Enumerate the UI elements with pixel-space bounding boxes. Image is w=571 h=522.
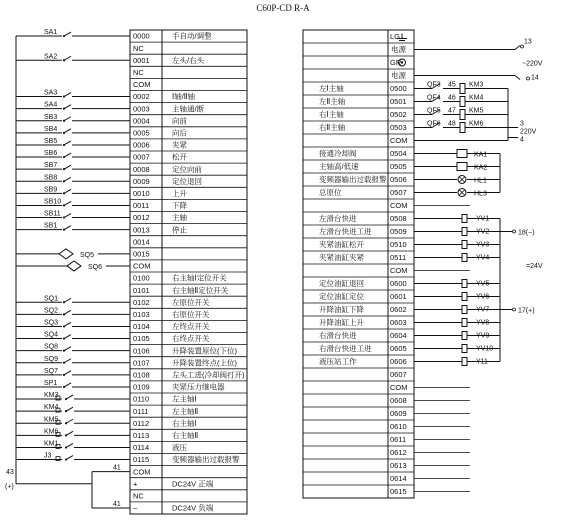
terminal-function: 左Ⅱ主轴	[319, 97, 346, 107]
device-label: YV1	[476, 215, 490, 223]
terminal-function: 左头工进(冷却阀打开)	[172, 370, 245, 380]
device-label: SQ3	[44, 319, 59, 327]
device-label: SQ5	[80, 251, 95, 259]
terminal-function: 左Ⅰ主轴	[319, 84, 344, 94]
terminal-icon	[513, 230, 516, 233]
solenoid-valve-icon	[462, 241, 467, 249]
terminal-address: 0011	[133, 201, 150, 211]
device-label: KA1	[474, 151, 488, 159]
terminal-address: 0106	[133, 346, 150, 356]
diagram-title: C60P-CD R-A	[256, 3, 310, 13]
terminal-address: 0010	[133, 189, 150, 199]
device-label: SA3	[44, 89, 58, 97]
left-input-terminal-block	[5, 29, 247, 514]
terminal-function: 定位退回	[172, 176, 202, 186]
wire-number: 18(−)	[518, 229, 535, 237]
terminal-function: 升降油缸上升	[319, 318, 364, 328]
solenoid-valve-icon	[462, 306, 467, 314]
device-label: SQ2	[44, 307, 59, 315]
device-label: SB7	[44, 162, 58, 170]
terminal-address: 0610	[390, 422, 407, 432]
terminal-address: 0006	[133, 140, 150, 150]
device-label: KM1	[44, 440, 59, 448]
power-label: ~220V	[522, 60, 543, 68]
terminal-address: LG	[390, 32, 401, 42]
terminal-function: 右滑台快进工进	[319, 344, 372, 354]
terminal-address: NC	[133, 43, 144, 53]
device-label: SB6	[44, 150, 58, 158]
relay-coil-icon	[457, 163, 467, 171]
terminal-address: 0112	[133, 418, 150, 428]
terminal-address: 0600	[390, 279, 407, 289]
terminal-function: 左原位开关	[172, 297, 210, 307]
terminal-address: 0001	[133, 55, 150, 65]
terminal-function: 左头/右头	[172, 55, 205, 65]
terminal-function: 夹紧油缸松开	[319, 240, 364, 250]
wire-number: 4	[520, 136, 524, 144]
device-label: KM6	[44, 428, 59, 436]
terminal-function: 向后	[172, 128, 187, 138]
terminal-address: 0510	[390, 240, 407, 250]
switch-contact	[64, 141, 71, 145]
coil-icon	[460, 123, 465, 133]
wire-number: 14	[531, 74, 539, 82]
device-label: YV4	[476, 254, 490, 262]
terminal-function: 夹紧压力继电器	[172, 382, 225, 392]
device-label: SB3	[44, 113, 58, 121]
terminal-function: 定位油缸定位	[319, 292, 364, 302]
device-label: SQ6	[88, 263, 103, 271]
device-label: KM3	[44, 392, 59, 400]
terminal-function: 电源	[391, 45, 406, 55]
device-label: SQ9	[44, 355, 59, 363]
terminal-address: 0012	[133, 213, 150, 223]
ground-terminal-icon	[401, 61, 403, 63]
wire-number: 45	[448, 81, 456, 89]
wire-number: 13	[524, 38, 532, 46]
terminal-address: 0103	[133, 310, 150, 320]
solenoid-valve-icon	[462, 280, 467, 288]
terminal-icon	[521, 45, 524, 48]
terminal-address: 0003	[133, 104, 150, 114]
device-label: KM5	[44, 416, 59, 424]
switch-contact	[64, 383, 71, 387]
terminal-address: COM	[390, 136, 408, 146]
device-label: SQ8	[44, 343, 59, 351]
terminal-function: 总原位	[319, 188, 342, 198]
terminal-address: –	[133, 503, 138, 513]
switch-contact	[64, 177, 71, 181]
terminal-function: 电源	[391, 71, 406, 81]
solenoid-valve-icon	[462, 293, 467, 301]
device-label: J3	[44, 452, 52, 460]
terminal-address: 0113	[133, 431, 150, 441]
terminal-address: 0603	[390, 318, 407, 328]
terminal-function: 主轴通/断	[172, 104, 205, 114]
terminal-address: 0602	[390, 305, 407, 315]
switch-contact	[64, 129, 71, 133]
device-label: SA4	[44, 101, 58, 109]
solenoid-valve-icon	[462, 215, 467, 223]
terminal-function: 下降	[172, 201, 187, 211]
switch-contact	[64, 32, 71, 36]
coil-icon	[460, 110, 465, 120]
device-label: HL1	[474, 177, 487, 185]
device-label: QF3	[427, 81, 441, 89]
switch-contact	[64, 359, 71, 363]
terminal-address: 0114	[133, 443, 150, 453]
device-label: SB11	[44, 210, 61, 218]
terminal-function: 夹紧油缸夹紧	[319, 253, 364, 263]
device-label: SQ1	[44, 295, 59, 303]
proximity-switch-icon	[59, 249, 73, 259]
terminal-address: 0014	[133, 237, 150, 247]
terminal-address: 0502	[390, 110, 407, 120]
terminal-function: 定位油缸退回	[319, 279, 364, 289]
terminal-function: 停止	[172, 225, 187, 235]
terminal-address: 0005	[133, 128, 150, 138]
terminal-function: 上升	[172, 189, 187, 199]
power-label: =24V	[526, 262, 543, 270]
terminal-address: 0506	[390, 175, 407, 185]
terminal-function: 向前	[172, 116, 187, 126]
device-label: SA1	[44, 29, 58, 37]
terminal-address: 0505	[390, 162, 407, 172]
switch-contact	[64, 347, 71, 351]
terminal-address: 0500	[390, 84, 407, 94]
solenoid-valve-icon	[462, 254, 467, 262]
terminal-address: 0115	[133, 455, 150, 465]
device-label: KA2	[474, 164, 488, 172]
terminal-address: 0109	[133, 382, 150, 392]
terminal-address: 0004	[133, 116, 150, 126]
terminal-address: 0107	[133, 358, 150, 368]
wire-number: 43	[6, 469, 14, 477]
terminal-function: 右主轴Ⅱ定位开关	[172, 285, 229, 295]
terminal-function: 松开	[172, 152, 187, 162]
terminal-address: COM	[390, 201, 408, 211]
terminal-address: 0605	[390, 344, 407, 354]
terminal-address: 0508	[390, 214, 407, 224]
terminal-address: 0611	[390, 435, 407, 445]
terminal-address: 0013	[133, 225, 150, 235]
terminal-address: 0101	[133, 285, 150, 295]
terminal-function: 变频器输出过载报警	[172, 455, 240, 465]
device-label: QF5	[427, 107, 441, 115]
wire-number: 47	[448, 107, 456, 115]
terminal-address: 0612	[390, 448, 407, 458]
switch-contact	[64, 153, 71, 157]
terminal-address: COM	[390, 383, 408, 393]
terminal-address: 0511	[390, 253, 407, 263]
terminal-function: Ⅰ轴/Ⅱ轴	[172, 92, 195, 102]
wire-number: (+)	[5, 483, 14, 491]
device-label: KM4	[44, 404, 59, 412]
terminal-function: 夹紧	[172, 140, 187, 150]
proximity-switch-icon	[67, 261, 81, 271]
device-label: SQ7	[44, 367, 59, 375]
switch-contact	[66, 443, 73, 447]
coil-icon	[460, 84, 465, 94]
terminal-function: DC24V 负端	[172, 503, 214, 513]
terminal-address: 0509	[390, 227, 407, 237]
power-wire	[515, 76, 520, 80]
terminal-address: 0108	[133, 370, 150, 380]
solenoid-valve-icon	[462, 358, 467, 366]
device-label: KM4	[469, 94, 484, 102]
device-label: KM5	[469, 107, 484, 115]
terminal-address: 0507	[390, 188, 407, 198]
terminal-address: 0104	[133, 322, 150, 332]
switch-contact	[64, 310, 71, 314]
device-label: SB4	[44, 125, 58, 133]
switch-contact	[64, 105, 71, 109]
device-label: QF4	[427, 94, 441, 102]
terminal-address: 0000	[133, 31, 150, 41]
terminal-function: 升降油缸下降	[319, 305, 364, 315]
terminal-address: 0100	[133, 273, 150, 283]
terminal-function: 手自动/调整	[172, 31, 212, 41]
terminal-address: 0102	[133, 297, 150, 307]
terminal-address: 0608	[390, 396, 407, 406]
device-label: HL3	[474, 190, 487, 198]
switch-contact	[66, 456, 73, 460]
terminal-address: COM	[133, 261, 151, 271]
terminal-address: 0609	[390, 409, 407, 419]
terminal-function: 左主轴Ⅱ	[172, 406, 199, 416]
terminal-function: 左滑台快进工进	[319, 227, 372, 237]
device-label: SP1	[44, 379, 58, 387]
device-label: QF6	[427, 120, 441, 128]
terminal-function: 升降装置终点(上位)	[172, 358, 237, 368]
terminal-function: 左终点开关	[172, 322, 210, 332]
device-label: SQ4	[44, 331, 59, 339]
switch-contact	[64, 165, 71, 169]
terminal-icon	[513, 308, 516, 311]
terminal-function: 升降装置原位(下位)	[172, 346, 237, 356]
terminal-function: 右原位开关	[172, 310, 210, 320]
device-label: YV3	[476, 241, 490, 249]
switch-contact	[64, 117, 71, 121]
device-label: SB5	[44, 137, 58, 145]
switch-contact	[66, 395, 73, 399]
terminal-function: DC24V 正端	[172, 479, 214, 489]
device-label: KM3	[469, 81, 484, 89]
wire-number: 46	[448, 94, 456, 102]
terminal-address: GR	[390, 58, 402, 68]
device-label: SB10	[44, 198, 62, 206]
terminal-function: 右终点开关	[172, 334, 210, 344]
terminal-address: 0002	[133, 92, 150, 102]
right-output-terminal-block	[303, 30, 543, 498]
switch-contact	[64, 214, 71, 218]
terminal-function: 左主轴Ⅰ	[172, 394, 197, 404]
terminal-address: NC	[133, 68, 144, 78]
wire-number: 48	[448, 120, 456, 128]
terminal-address: 0015	[133, 249, 150, 259]
device-label: YV8	[476, 319, 490, 327]
switch-contact	[64, 226, 71, 230]
terminal-function: 定位向前	[172, 164, 202, 174]
terminal-function: 右主轴Ⅰ	[172, 418, 197, 428]
terminal-address: 0601	[390, 292, 407, 302]
terminal-address: 0503	[390, 123, 407, 133]
terminal-icon	[527, 77, 530, 80]
wire-number: 17(+)	[518, 307, 535, 315]
terminal-address: 0604	[390, 331, 407, 341]
device-label: SA2	[44, 53, 58, 61]
wire-number: 41	[113, 464, 121, 472]
terminal-address: 0105	[133, 334, 150, 344]
terminal-address: 0607	[390, 370, 407, 380]
device-label: Y11	[476, 358, 488, 366]
terminal-address: +	[133, 479, 138, 489]
relay-coil-icon	[457, 150, 467, 158]
device-label: YV7	[476, 306, 490, 314]
switch-contact	[64, 189, 71, 193]
terminal-address: 0007	[133, 152, 150, 162]
solenoid-valve-icon	[462, 228, 467, 236]
terminal-address: 0614	[390, 474, 407, 484]
terminal-function: 液压站工作	[319, 357, 357, 367]
switch-contact	[64, 56, 71, 60]
terminal-function: 右Ⅰ主轴	[319, 110, 344, 120]
device-label: YV2	[476, 228, 490, 236]
terminal-address: NC	[133, 491, 144, 501]
terminal-function: 左滑台快进	[319, 214, 357, 224]
terminal-function: 液压	[172, 443, 187, 453]
terminal-address: 0501	[390, 97, 407, 107]
device-label: YV6	[476, 293, 490, 301]
switch-contact	[64, 201, 71, 205]
terminal-function: 右主轴Ⅰ定位开关	[172, 273, 227, 283]
terminal-address: 0110	[133, 394, 150, 404]
device-label: YV10	[476, 345, 494, 353]
terminal-function: 主轴	[172, 213, 187, 223]
terminal-function: 主轴高/低速	[319, 162, 359, 172]
switch-contact	[64, 93, 71, 97]
device-label: SB1	[44, 222, 58, 230]
device-label: SB8	[44, 174, 58, 182]
terminal-address: 0615	[390, 487, 407, 497]
solenoid-valve-icon	[462, 332, 467, 340]
coil-icon	[460, 97, 465, 107]
solenoid-valve-icon	[462, 345, 467, 353]
switch-contact	[66, 431, 73, 435]
device-label: YV5	[476, 280, 490, 288]
device-label: SB9	[44, 186, 58, 194]
device-label: YV9	[476, 332, 490, 340]
switch-contact	[64, 371, 71, 375]
terminal-address: 0008	[133, 164, 150, 174]
terminal-address: 0613	[390, 461, 407, 471]
terminal-address: COM	[133, 467, 151, 477]
terminal-function: 变频器输出过载报警	[319, 175, 387, 185]
switch-contact	[64, 322, 71, 326]
terminal-function: 右主轴Ⅱ	[172, 431, 199, 441]
terminal-function: 右Ⅱ主轴	[319, 123, 346, 133]
terminal-function: 接通冷却阀	[319, 149, 357, 159]
terminal-address: 0111	[133, 406, 149, 416]
power-label: 220V	[520, 128, 537, 136]
switch-contact	[66, 419, 73, 423]
solenoid-valve-icon	[462, 319, 467, 327]
switch-contact	[64, 298, 71, 302]
terminal-address: 0504	[390, 149, 407, 159]
wire-number: 41	[113, 500, 121, 508]
terminal-function: 右滑台快进	[319, 331, 357, 341]
switch-contact	[64, 335, 71, 339]
terminal-address: 0606	[390, 357, 407, 367]
terminal-address: COM	[133, 80, 151, 90]
power-wire	[515, 46, 520, 50]
device-label: KM6	[469, 120, 484, 128]
terminal-address: COM	[390, 266, 408, 276]
switch-contact	[66, 407, 73, 411]
terminal-address: 0009	[133, 176, 150, 186]
wire-number: 3	[520, 120, 524, 128]
